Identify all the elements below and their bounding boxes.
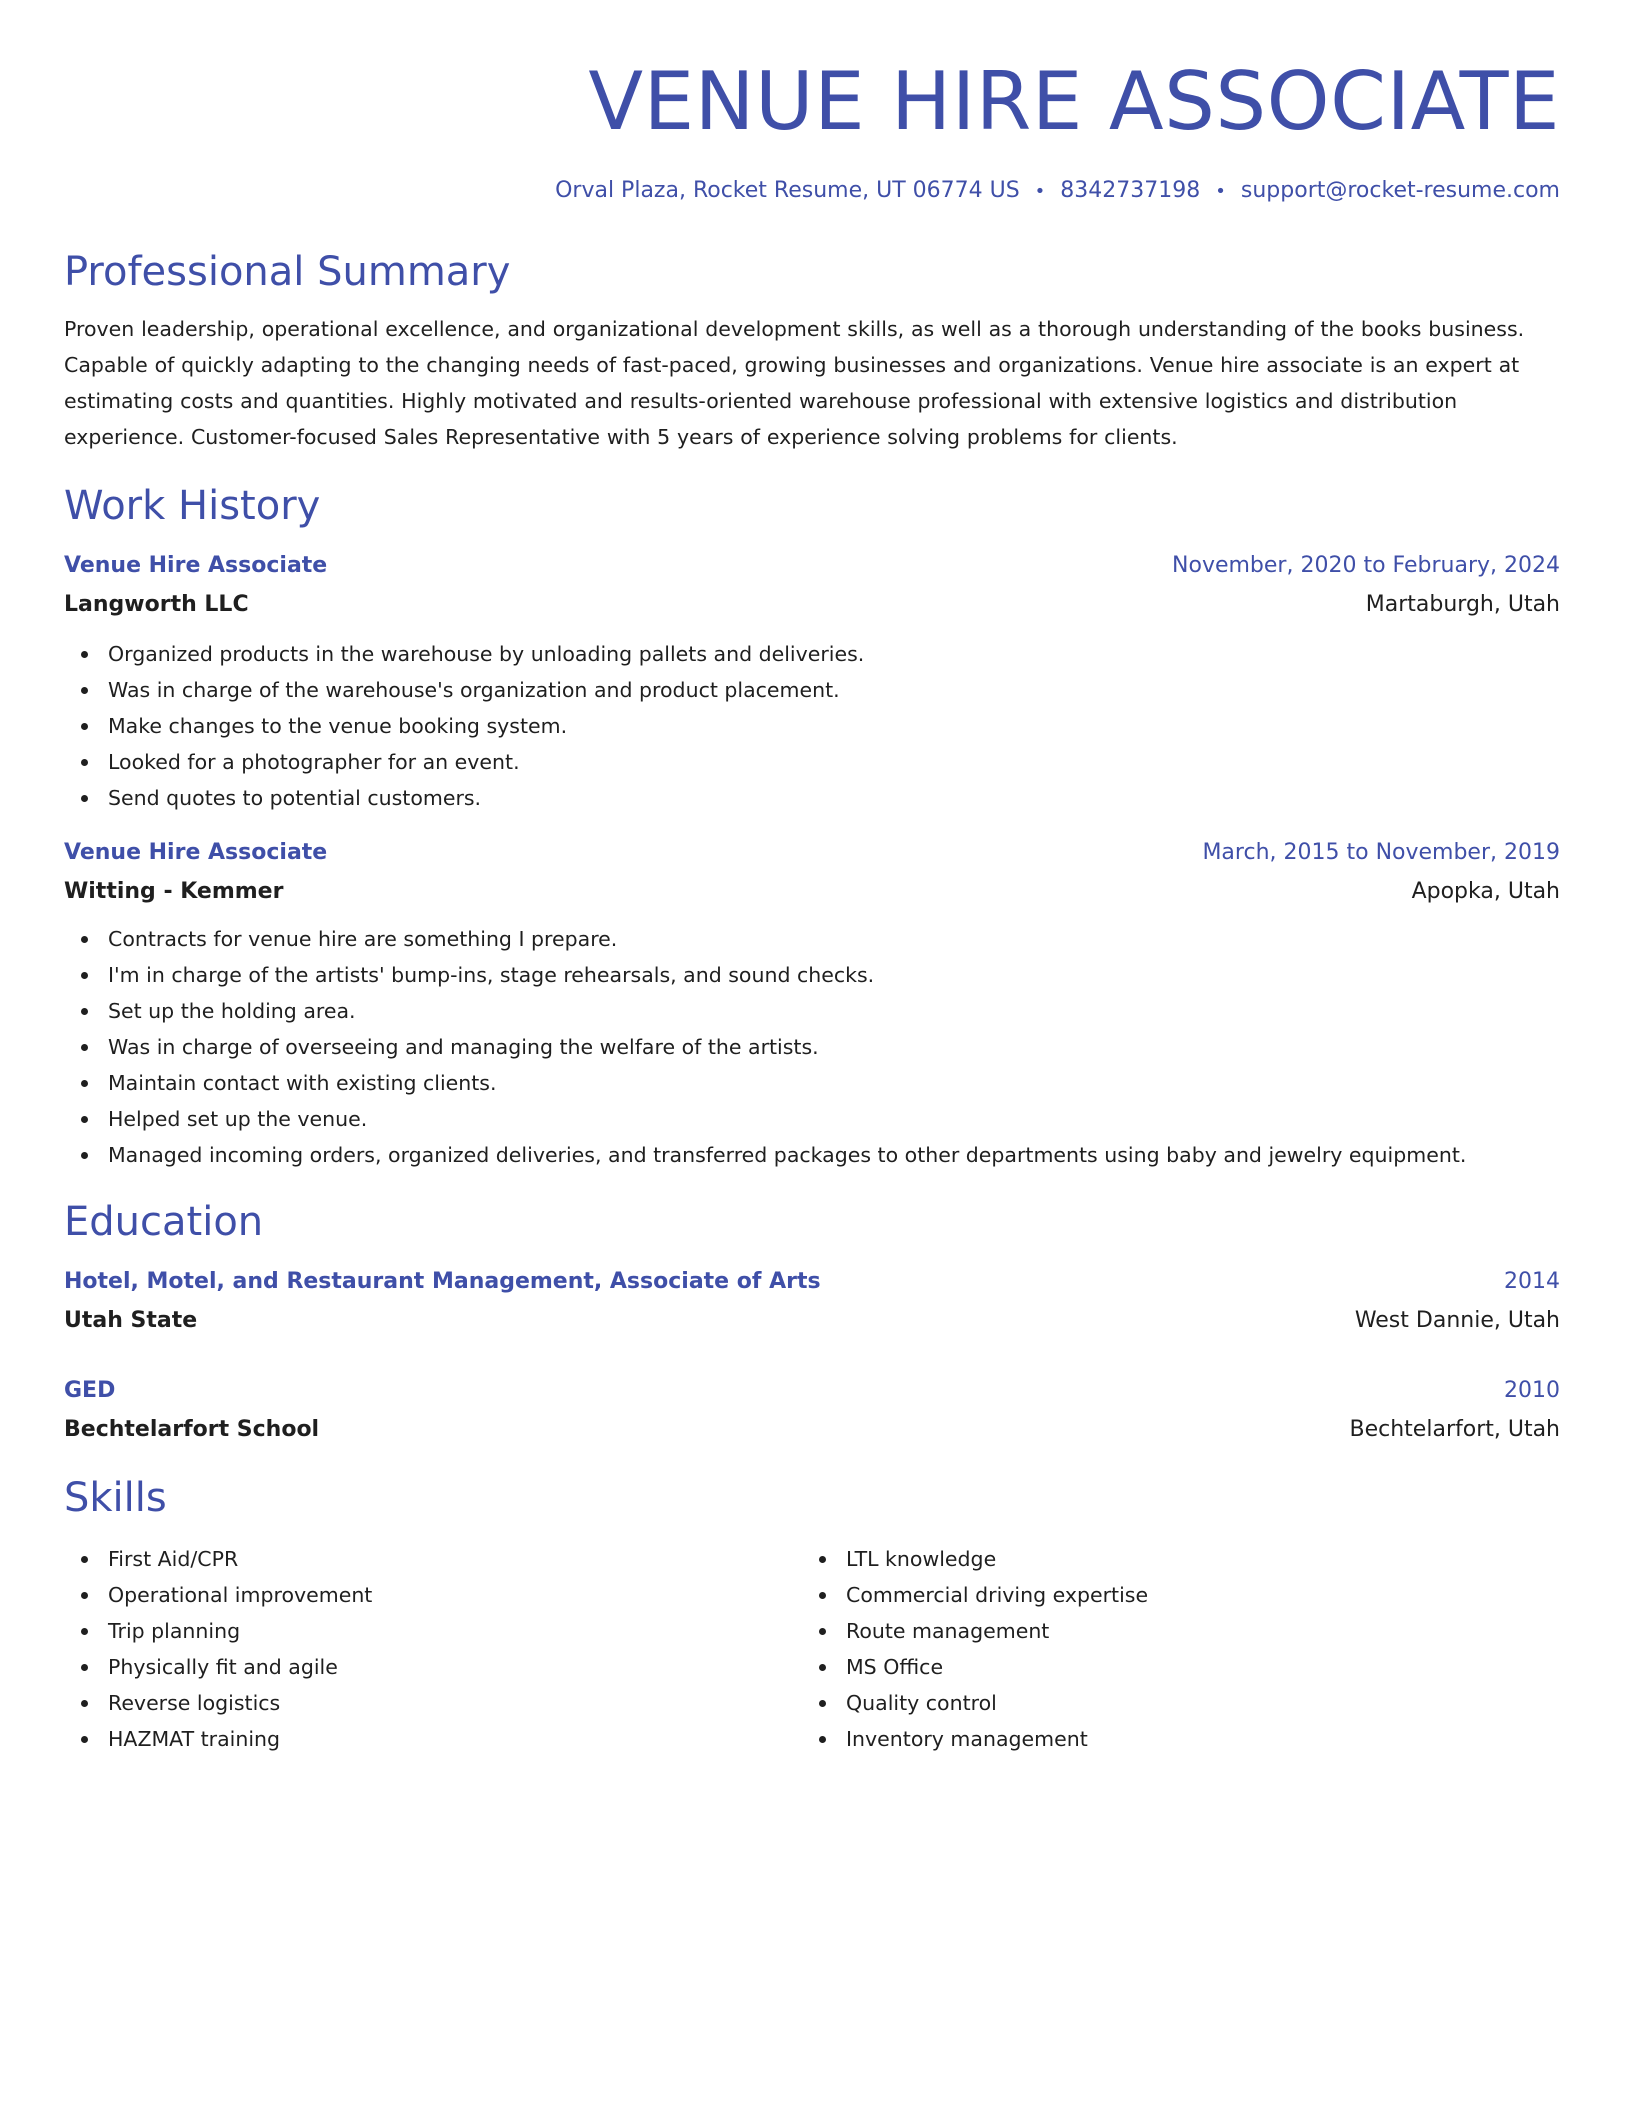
job-duty-item: Was in charge of the warehouse's organization and product placement. — [64, 672, 1560, 708]
education-section — [64, 1197, 1560, 1445]
job-duty-item: Make changes to the venue booking system. — [64, 708, 1560, 744]
education-degree: Hotel, Motel, and Restaurant Management, Associate of Arts — [64, 1269, 821, 1294]
contact-separator: • — [1034, 181, 1046, 202]
skill-item: LTL knowledge — [802, 1541, 1540, 1577]
job-company-row — [64, 590, 1560, 620]
skill-item: Quality control — [802, 1685, 1540, 1721]
skill-item: Trip planning — [64, 1613, 802, 1649]
job-location: Martaburgh, Utah — [1365, 592, 1560, 617]
job-duty-item: Maintain contact with existing clients. — [64, 1065, 1560, 1101]
summary-heading: Professional Summary — [64, 249, 511, 295]
education-year: 2014 — [1504, 1269, 1560, 1294]
skills-list-left — [64, 1541, 802, 1757]
skill-item: Route management — [802, 1613, 1540, 1649]
job-duty-item: Organized products in the warehouse by unloading pallets and deliveries. — [64, 636, 1560, 672]
job-company-row — [64, 877, 1560, 907]
job-dates: November, 2020 to February, 2024 — [1172, 553, 1560, 578]
candidate-name: VENUE HIRE ASSOCIATE — [588, 55, 1560, 148]
skill-item: HAZMAT training — [64, 1721, 802, 1757]
skill-item: Physically fit and agile — [64, 1649, 802, 1685]
job-title-row — [64, 551, 1560, 581]
skills-section — [64, 1473, 1560, 1757]
job-dates: March, 2015 to November, 2019 — [1202, 840, 1560, 865]
job-duties-list — [64, 636, 1560, 816]
skills-columns — [64, 1541, 1560, 1757]
work-history-heading: Work History — [64, 483, 321, 529]
summary-text: Proven leadership, operational excellence, and organizational development skills, as well as a thorough understanding of the books business. Capable of quickly adapting to the changing needs of fast-paced, growing businesses and organizations. Venue hire associate is an expert at estimating costs and quantities. Highly motivated and results-oriented warehouse professional with extensive logistics and distribution experience. Customer-focused Sales Representative with 5 years of experience solving problems for clients. — [64, 317, 1525, 449]
education-degree-row — [64, 1376, 1560, 1406]
job-duties-list — [64, 921, 1560, 1173]
education-year: 2010 — [1504, 1378, 1560, 1403]
contact-separator: • — [1215, 181, 1226, 202]
job-title: Venue Hire Associate — [64, 553, 328, 578]
skill-item: Operational improvement — [64, 1577, 802, 1613]
resume-header — [64, 0, 1560, 207]
skill-item: Commercial driving expertise — [802, 1577, 1540, 1613]
summary-section — [64, 247, 1560, 455]
education-school-row — [64, 1415, 1560, 1445]
contact-address: Orval Plaza, Rocket Resume, UT 06774 US — [555, 178, 1020, 203]
skill-item: First Aid/CPR — [64, 1541, 802, 1577]
contact-email[interactable]: support@rocket-resume.com — [1240, 178, 1560, 203]
skill-item: Reverse logistics — [64, 1685, 802, 1721]
education-location: West Dannie, Utah — [1354, 1308, 1560, 1333]
contact-phone: 8342737198 — [1060, 178, 1201, 203]
job-title: Venue Hire Associate — [64, 840, 328, 865]
job-duty-item: Managed incoming orders, organized deliveries, and transferred packages to other departments using baby and jewelry equipment. — [64, 1137, 1560, 1173]
education-degree: GED — [64, 1378, 116, 1403]
job-title-row — [64, 838, 1560, 868]
job-location: Apopka, Utah — [1411, 879, 1560, 904]
education-school: Bechtelarfort School — [64, 1417, 320, 1442]
job-duty-item: Looked for a photographer for an event. — [64, 744, 1560, 780]
job-duty-item: Contracts for venue hire are something I prepare. — [64, 921, 1560, 957]
skills-list-right — [802, 1541, 1540, 1757]
education-school-row — [64, 1306, 1560, 1336]
resume-page — [64, 0, 1560, 1757]
skill-item: MS Office — [802, 1649, 1540, 1685]
education-location: Bechtelarfort, Utah — [1349, 1417, 1560, 1442]
education-entry — [64, 1376, 1560, 1445]
job-duty-item: Set up the holding area. — [64, 993, 1560, 1029]
job-duty-item: Was in charge of overseeing and managing the welfare of the artists. — [64, 1029, 1560, 1065]
education-school: Utah State — [64, 1308, 198, 1333]
job-company: Langworth LLC — [64, 592, 249, 617]
job-entry — [64, 838, 1560, 1173]
job-duty-item: Send quotes to potential customers. — [64, 780, 1560, 816]
education-heading: Education — [64, 1199, 264, 1245]
education-entry — [64, 1267, 1560, 1336]
job-company: Witting - Kemmer — [64, 879, 284, 904]
work-history-section — [64, 481, 1560, 1173]
job-entry — [64, 551, 1560, 816]
skill-item: Inventory management — [802, 1721, 1540, 1757]
education-degree-row — [64, 1267, 1560, 1297]
job-duty-item: Helped set up the venue. — [64, 1101, 1560, 1137]
contact-line — [64, 176, 1560, 207]
skills-heading: Skills — [64, 1475, 167, 1521]
job-duty-item: I'm in charge of the artists' bump-ins, stage rehearsals, and sound checks. — [64, 957, 1560, 993]
